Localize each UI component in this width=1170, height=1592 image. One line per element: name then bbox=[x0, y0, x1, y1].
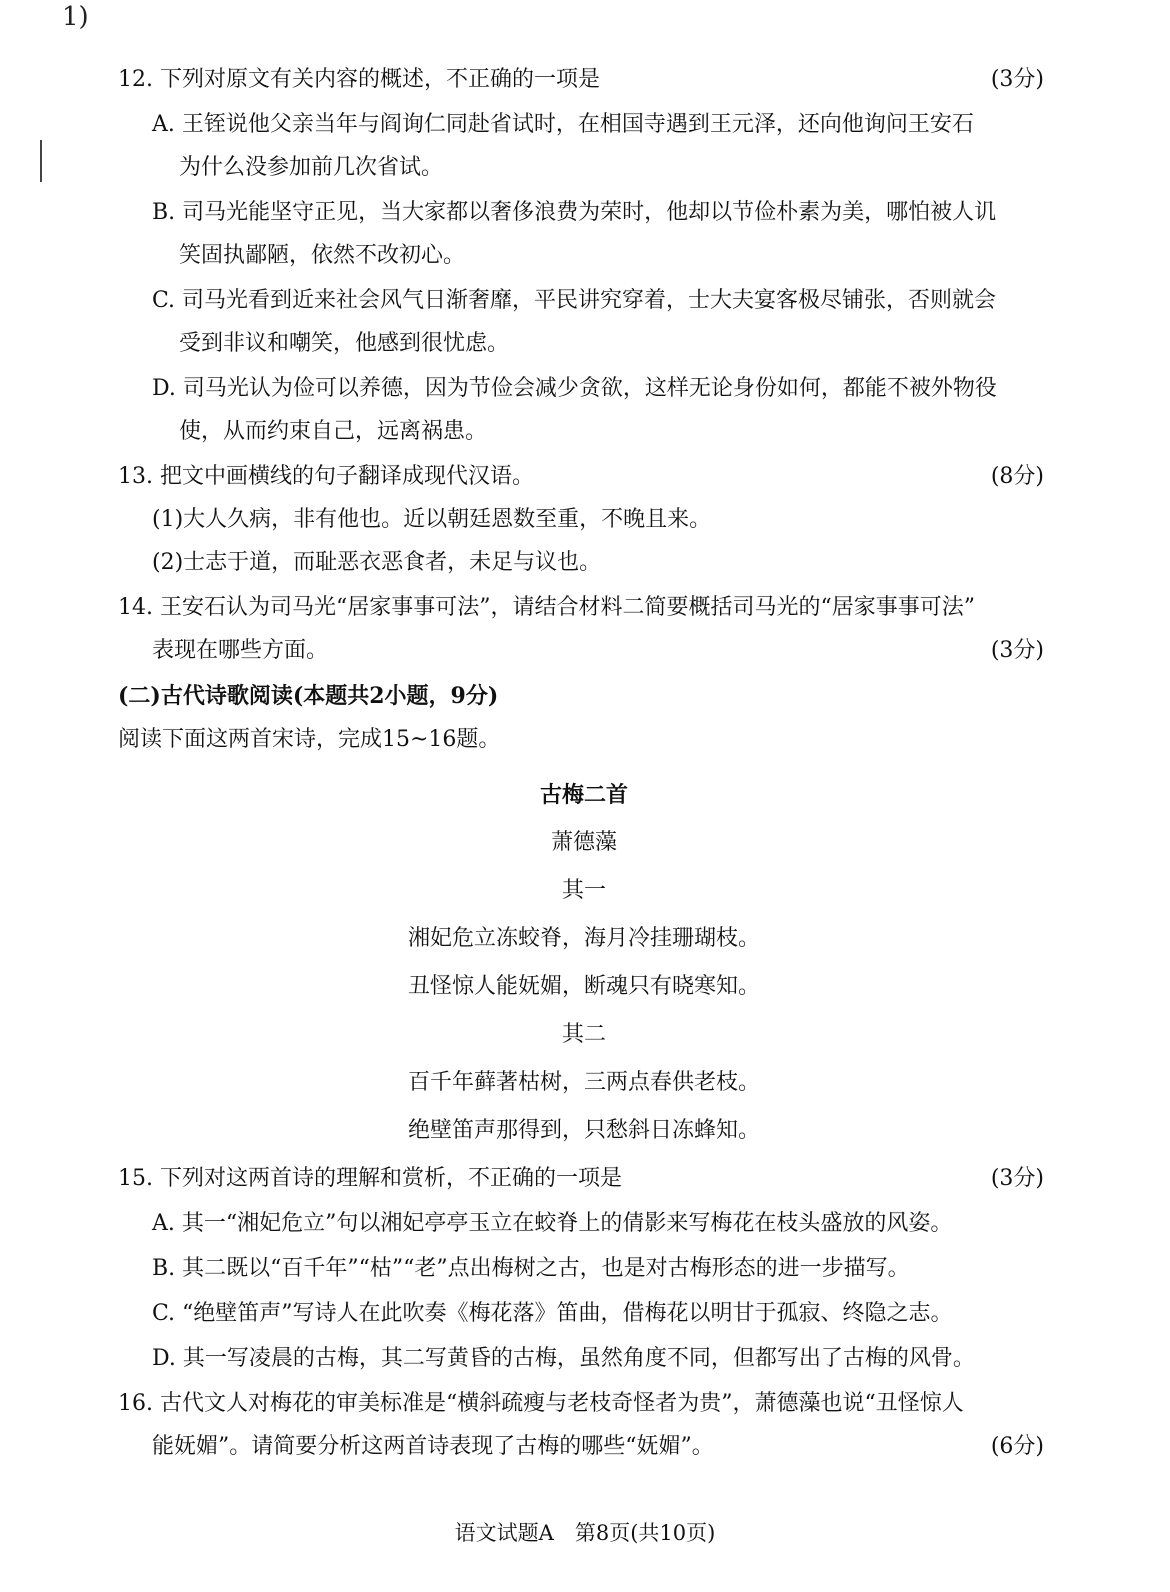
margin-line bbox=[40, 140, 42, 182]
q12-option-a-line2: 为什么没参加前几次省试。 bbox=[179, 155, 444, 180]
q12-stem: 12. 下列对原文有关内容的概述，不正确的一项是 bbox=[118, 67, 600, 92]
poem-part1-line2: 丑怪惊人能妩媚，断魂只有晓寒知。 bbox=[407, 974, 760, 999]
q12-stem-row bbox=[118, 58, 1050, 101]
q14-line2-row bbox=[118, 629, 1050, 672]
poem-part1-line1: 湘妃危立冻蛟脊，海月冷挂珊瑚枝。 bbox=[407, 926, 760, 951]
q12-option-d-line2: 使，从而约束自己，远离祸患。 bbox=[179, 419, 488, 444]
poem-part2-line2: 绝壁笛声那得到，只愁斜日冻蜂知。 bbox=[407, 1118, 760, 1143]
section-heading: (二)古代诗歌阅读(本题共2小题，9分) bbox=[118, 683, 499, 709]
q12-option-b-line1: B. 司马光能坚守正见，当大家都以奢侈浪费为荣时，他却以节俭朴素为美，哪怕被人讥 bbox=[152, 200, 997, 225]
section-intro: 阅读下面这两首宋诗，完成15~16题。 bbox=[118, 727, 501, 752]
q15-option-c: C. “绝壁笛声”写诗人在此吹奏《梅花落》笛曲，借梅花以明甘于孤寂、终隐之志。 bbox=[152, 1301, 953, 1326]
q13-stem-row bbox=[118, 455, 1050, 498]
q12-score: (3分) bbox=[990, 67, 1044, 92]
page-footer: 语文试题A 第8页(共10页) bbox=[454, 1521, 716, 1545]
poem-part1-title: 其一 bbox=[561, 878, 606, 903]
q12-option-c-line2: 受到非议和嘲笑，他感到很忧虑。 bbox=[179, 331, 510, 356]
q12-option-d-line1: D. 司马光认为俭可以养德，因为节俭会减少贪欲，这样无论身份如何，都能不被外物役 bbox=[152, 376, 997, 401]
q12-option-a-line1: A. 王铚说他父亲当年与阎询仁同赴省试时，在相国寺遇到王元泽，还向他询问王安石 bbox=[152, 112, 974, 137]
q16-line2-row bbox=[118, 1425, 1050, 1468]
q13-stem: 13. 把文中画横线的句子翻译成现代汉语。 bbox=[118, 464, 534, 489]
q15-option-d: D. 其一写凌晨的古梅，其二写黄昏的古梅，虽然角度不同，但都写出了古梅的风骨。 bbox=[152, 1346, 975, 1371]
q14-line2: 表现在哪些方面。 bbox=[152, 638, 329, 663]
q14-score: (3分) bbox=[990, 638, 1044, 663]
q12-option-b-line2: 笑固执鄙陋，依然不改初心。 bbox=[179, 243, 466, 268]
q16-line1: 16. 古代文人对梅花的审美标准是“横斜疏瘦与老枝奇怪者为贵”，萧德藻也说“丑怪惊人 bbox=[118, 1391, 964, 1416]
poem-part2-line1: 百千年藓著枯树，三两点春供老枝。 bbox=[407, 1070, 760, 1095]
q14-line1: 14. 王安石认为司马光“居家事事可法”，请结合材料二简要概括司马光的“居家事事可法” bbox=[118, 595, 975, 620]
q15-score: (3分) bbox=[990, 1166, 1044, 1191]
q15-option-a: A. 其一“湘妃危立”句以湘妃亭亭玉立在蛟脊上的倩影来写梅花在枝头盛放的风姿。 bbox=[152, 1211, 953, 1236]
q13-score: (8分) bbox=[990, 464, 1044, 489]
q13-item-2: (2)士志于道，而耻恶衣恶食者，未足与议也。 bbox=[152, 550, 602, 575]
q15-stem: 15. 下列对这两首诗的理解和赏析，不正确的一项是 bbox=[118, 1166, 622, 1191]
q16-score: (6分) bbox=[990, 1434, 1044, 1459]
corner-mark: 1) bbox=[62, 2, 89, 32]
poem-part2-title: 其二 bbox=[561, 1022, 606, 1047]
q16-line2: 能妩媚”。请简要分析这两首诗表现了古梅的哪些“妩媚”。 bbox=[152, 1434, 714, 1459]
q15-stem-row bbox=[118, 1157, 1050, 1200]
exam-page bbox=[118, 58, 1050, 1468]
q12-option-c-line1: C. 司马光看到近来社会风气日渐奢靡，平民讲究穿着，士大夫宴客极尽铺张，否则就会 bbox=[152, 288, 997, 313]
q13-item-1: (1)大人久病，非有他也。近以朝廷恩数至重，不晚且来。 bbox=[152, 507, 712, 532]
poem-author: 萧德藻 bbox=[550, 830, 617, 855]
poem-title: 古梅二首 bbox=[539, 782, 628, 808]
q15-option-b: B. 其二既以“百千年”“枯”“老”点出梅树之古，也是对古梅形态的进一步描写。 bbox=[152, 1256, 910, 1281]
